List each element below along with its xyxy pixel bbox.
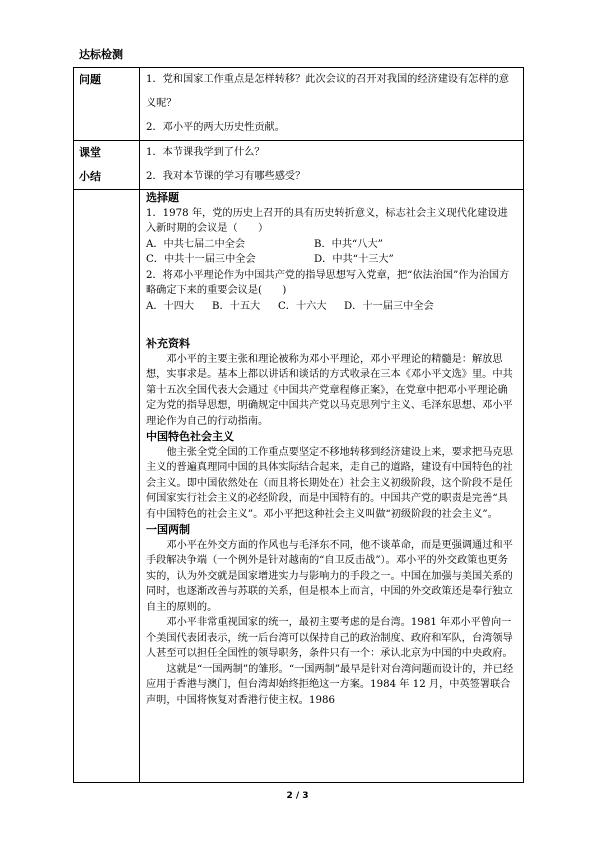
question-1-stem: 1．1978 年，党的历史上召开的具有历史转折意义，标志社会主义现代化建设进入新时期的会议是（ ） <box>146 207 508 234</box>
problem-label: 问题 <box>74 68 140 141</box>
problem-question-2: 2．邓小平的两大历史性贡献。 <box>146 122 285 133</box>
section-one-country-paragraph-2: 邓小平非常重视国家的统一，最初主要考虑的是台湾。1981 年邓小平曾向一个美国代表团表示，统一后台湾可以保持自己的政治制度、政府和军队，台湾领导人甚至可以担任全国性的领导职务，条件只有一个：承认北京为中国的中央政府。 <box>146 617 513 659</box>
check-content <box>140 190 524 783</box>
problem-content <box>140 68 524 141</box>
summary-label <box>74 141 140 190</box>
q2-option-d: D．十一届三中全会 <box>344 300 434 312</box>
summary-row <box>74 141 524 190</box>
section-socialism-paragraph: 他主张全党全国的工作重点要坚定不移地转移到经济建设上来，要求把马克思主义的普遍真理同中国的具体实际结合起来，走自己的道路，建设有中国特色的社会主义。即中国依然处在（而且将长期处在）社会主义初级阶段，这个阶段不是任何国家实行社会主义的必经阶段，而是中国特有的。中国共产党的职责是完善“具有中国特色的社会主义”。邓小平把这种社会主义叫做“初级阶段的社会主义”。 <box>146 446 513 520</box>
section-one-country-paragraph-1: 邓小平在外交方面的作风也与毛泽东不同，他不谈革命，而是更强调通过和平手段解决争端（一个例外是针对越南的“自卫反击战”）。邓小平的外交政策也更务实的，认为外交就是国家增进实力与影响力的手段之一。中国在加强与美国关系的同时，也逐渐改善与苏联的关系，但是根本上而言，中国的外交政策还是奉行独立自主的原则的。 <box>146 539 513 613</box>
summary-label-line1: 课堂 <box>79 146 101 159</box>
supplement-heading: 补充资料 <box>146 337 190 350</box>
section-one-country-paragraph-3: 这就是“一国两制”的雏形。“一国两制”最早是针对台湾问题而设计的，并已经应用于香港与澳门，但台湾却始终拒绝这一方案。1984 年 12 月，中英签署联合声明，中国将恢复对香港行使主权。1986 <box>146 663 514 706</box>
check-row <box>74 190 524 783</box>
summary-question-2: 2．我对本节课的学习有哪些感受？ <box>146 171 306 182</box>
section-socialism-heading: 中国特色社会主义 <box>146 430 234 443</box>
spacer <box>146 314 517 336</box>
question-2-options <box>146 299 517 315</box>
q1-option-a: A．中共七届二中全会 <box>146 238 246 250</box>
problem-question-1: 1．党和国家工作重点是怎样转移？此次会议的召开对我国的经济建设有怎样的意义呢？ <box>146 74 510 109</box>
question-1-options-row2 <box>146 252 517 268</box>
check-label: 达标检测 <box>79 48 123 61</box>
question-1-options-row1 <box>146 237 517 253</box>
section-one-country-heading: 一国两制 <box>146 523 190 536</box>
q2-option-b: B．十五大 <box>212 300 261 312</box>
question-2-stem: 2．将邓小平理论作为中国共产党的指导思想写入党章，把“依法治国”作为治国方略确定下来的重要会议是( ) <box>146 269 510 296</box>
q1-option-d: D．中共“十三大” <box>314 254 394 265</box>
problem-row <box>74 68 524 141</box>
q2-option-a: A．十四大 <box>146 300 195 312</box>
summary-content <box>140 141 524 190</box>
summary-question-1: 1．本节课我学到了什么？ <box>146 147 265 158</box>
page-number: 2 / 3 <box>286 791 309 801</box>
lesson-table <box>73 48 524 783</box>
q1-option-b: B．中共“八大” <box>314 238 383 250</box>
q2-option-c: C．十六大 <box>278 300 327 312</box>
summary-label-line2: 小结 <box>79 170 101 183</box>
choice-heading: 选择题 <box>146 191 179 204</box>
supplement-paragraph: 邓小平的主要主张和理论被称为邓小平理论，邓小平理论的精髓是：解放思想，实事求是。基本上都以讲话和谈话的方式收录在三本《邓小平文选》里。中共第十五次全国代表大会通过《中国共产党章程修正案》，在党章中把邓小平理论确定为党的指导思想，明确规定中国共产党以马克思列宁主义、毛泽东思想、邓小平理论作为自己的行动指南。 <box>146 353 513 427</box>
q1-option-c: C．中共十一届三中全会 <box>146 254 256 265</box>
